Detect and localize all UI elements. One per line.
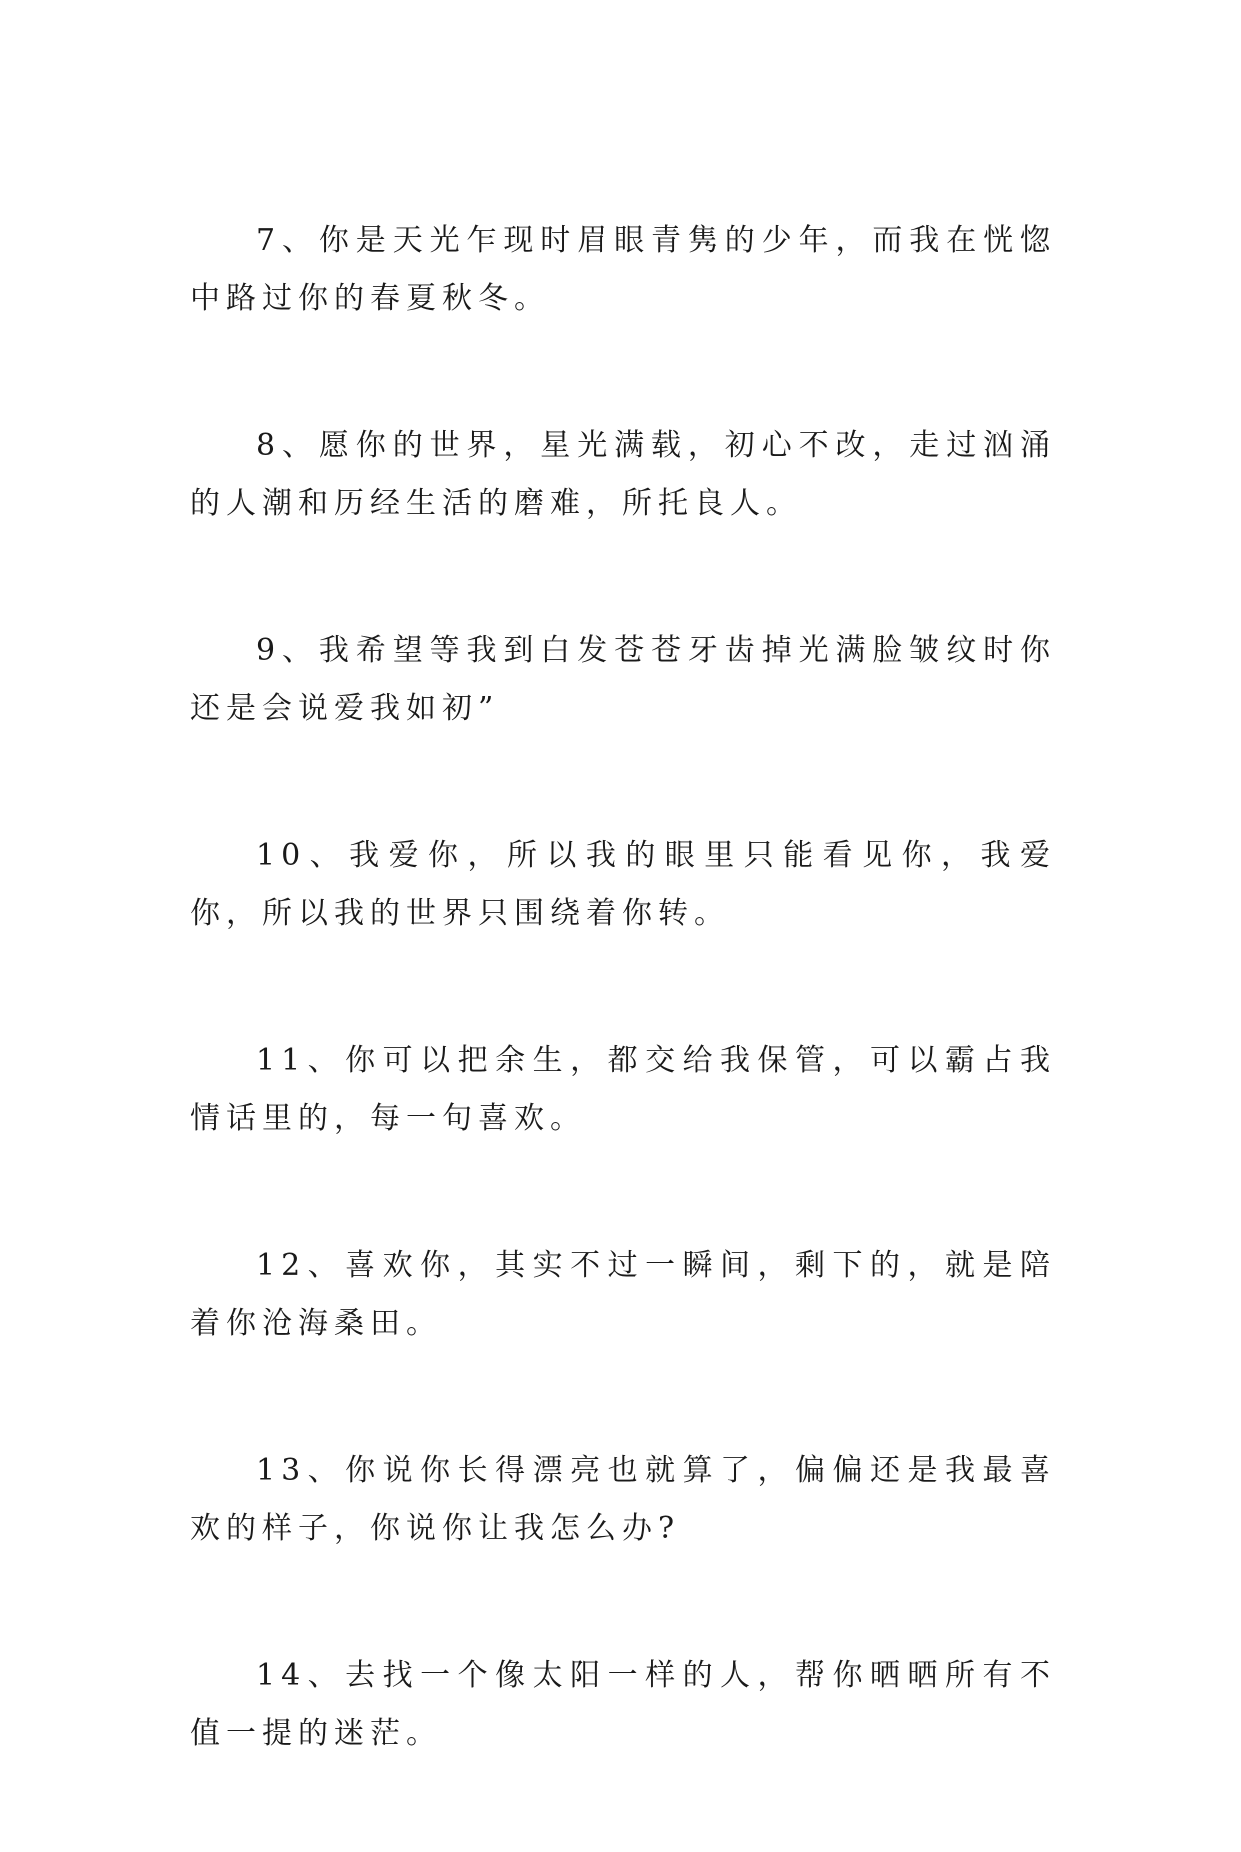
paragraph-7: 7、你是天光乍现时眉眼青隽的少年，而我在恍惚中路过你的春夏秋冬。 <box>190 223 1056 316</box>
paragraph-8: 8、愿你的世界，星光满载，初心不改，走过汹涌的人潮和历经生活的磨难，所托良人。 <box>190 428 1056 521</box>
paragraph-9: 9、我希望等我到白发苍苍牙齿掉光满脸皱纹时你还是会说爱我如初” <box>190 633 1056 726</box>
paragraph-14: 14、去找一个像太阳一样的人，帮你晒晒所有不值一提的迷茫。 <box>190 1658 1056 1751</box>
paragraph-10: 10、我爱你，所以我的眼里只能看见你，我爱你，所以我的世界只围绕着你转。 <box>190 838 1056 931</box>
paragraph-12: 12、喜欢你，其实不过一瞬间，剩下的，就是陪着你沧海桑田。 <box>190 1248 1056 1341</box>
paragraph-11: 11、你可以把余生，都交给我保管，可以霸占我情话里的，每一句喜欢。 <box>190 1043 1056 1136</box>
paragraph-13: 13、你说你长得漂亮也就算了，偏偏还是我最喜欢的样子，你说你让我怎么办? <box>190 1453 1056 1546</box>
document-body <box>190 212 1056 1852</box>
